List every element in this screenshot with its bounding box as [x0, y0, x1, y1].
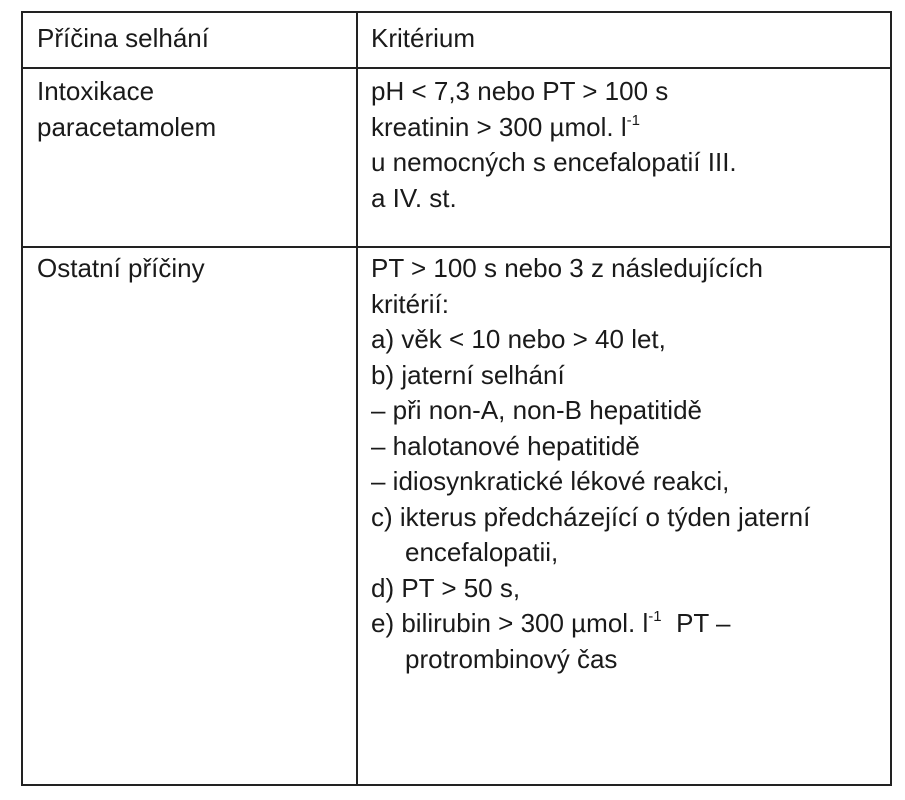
header-criterion-label: Kritérium	[371, 23, 476, 53]
criterion-line	[371, 74, 896, 110]
table-header-row	[23, 13, 890, 67]
criterion-line	[371, 500, 896, 536]
criterion-text: kritérií:	[371, 288, 449, 319]
criterion-cell	[371, 74, 896, 248]
superscript: -1	[648, 608, 662, 625]
criterion-text: kreatinin > 300 µmol. l	[371, 111, 627, 142]
header-cause	[37, 21, 347, 67]
table-row-other-causes	[23, 246, 890, 786]
header-cause-label: Příčina selhání	[37, 23, 209, 53]
criterion-line	[371, 358, 896, 394]
criterion-text: b) jaterní selhání	[371, 359, 565, 390]
criterion-text: a) věk < 10 nebo > 40 let,	[371, 324, 666, 354]
cause-line: paracetamolem	[37, 111, 217, 142]
criterion-text: encefalopatii,	[405, 537, 559, 567]
cause-cell	[37, 251, 347, 786]
criterion-line	[371, 145, 896, 181]
criterion-line	[371, 464, 896, 500]
criterion-line	[371, 181, 896, 217]
criterion-line	[371, 110, 896, 146]
criterion-line	[371, 393, 896, 429]
criterion-line	[371, 535, 896, 571]
criterion-text: – idiosynkratické lékové reakci,	[371, 466, 730, 496]
cause-line: Ostatní příčiny	[37, 253, 205, 283]
cause-cell	[37, 74, 347, 248]
criterion-text: u nemocných s encefalopatií III.	[371, 147, 737, 177]
criterion-text: d) PT > 50 s,	[371, 572, 521, 603]
criterion-cell	[371, 251, 896, 786]
criteria-table	[21, 11, 892, 786]
criterion-line	[371, 322, 896, 358]
criterion-text: – halotanové hepatitidě	[371, 430, 640, 461]
criterion-text: – při non-A, non-B hepatitidě	[371, 395, 702, 425]
criterion-line	[371, 251, 896, 287]
criterion-line	[371, 642, 896, 678]
criterion-text: a IV. st.	[371, 182, 457, 213]
criterion-line	[371, 606, 896, 642]
criterion-line	[371, 287, 896, 323]
table-row-paracetamol	[23, 67, 890, 248]
superscript: -1	[626, 111, 640, 129]
criterion-text: PT > 100 s nebo 3 z následujících	[371, 253, 763, 283]
criterion-line	[371, 571, 896, 607]
criterion-line	[371, 429, 896, 465]
criterion-text: e) bilirubin > 300 µmol. l	[371, 608, 649, 638]
header-criterion	[371, 21, 896, 67]
criterion-text: pH < 7,3 nebo PT > 100 s	[371, 76, 669, 106]
criterion-text: c) ikterus předcházející o týden jaterní	[371, 501, 811, 532]
criterion-text: protrombinový čas	[405, 643, 618, 674]
cause-line: Intoxikace	[37, 76, 155, 106]
criterion-text: PT –	[661, 608, 731, 638]
